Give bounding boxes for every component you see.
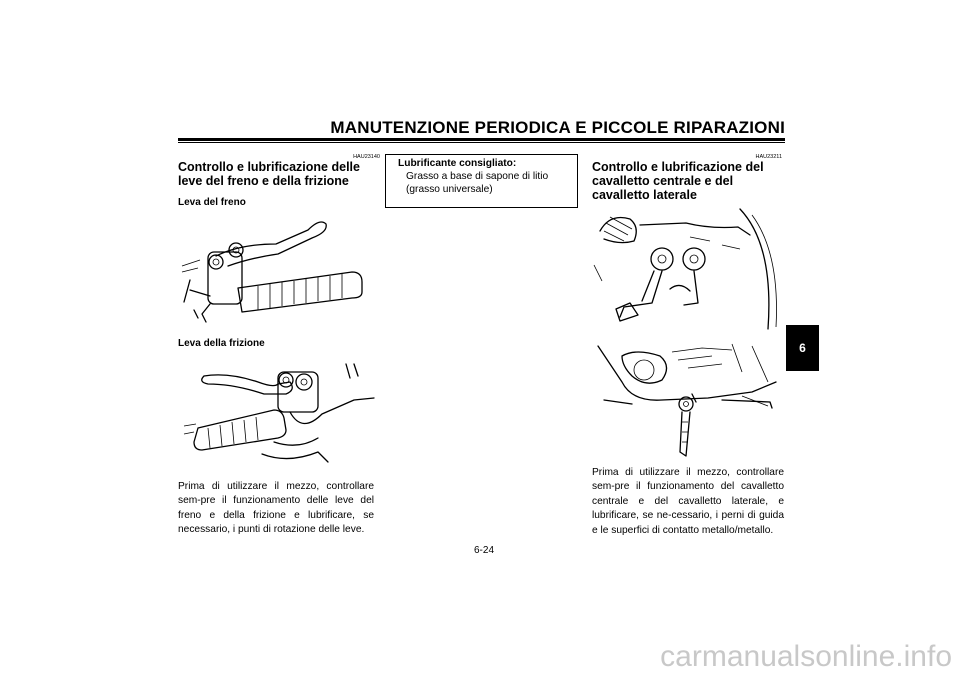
watermark: carmanualsonline.info	[660, 640, 952, 673]
note-line-1: Grasso a base di sapone di litio	[406, 171, 549, 182]
stand-instructions: Prima di utilizzare il mezzo, controllare sem-pre il funzionamento del cavalletto centrale e del cavalletto laterale, e lubrificare, se ne-cessario, i perni di guida e le superfici di contatto metallo/metallo.	[592, 467, 784, 536]
lubricant-note-box	[385, 154, 578, 208]
brake-clutch-instructions: Prima di utilizzare il mezzo, controllare sem-pre il funzionamento delle leve del freno e della frizione e lubrificare, se necessario, i punti di rotazione delle leve.	[178, 481, 374, 536]
section-code: HAU23140	[353, 154, 380, 160]
note-title: Lubrificante consigliato:	[398, 158, 517, 169]
section-title: Controllo e lubrificazione delle leve del freno e della frizione	[178, 160, 360, 188]
brake-lever-illustration	[180, 210, 380, 328]
header-rule	[178, 138, 785, 141]
section-title: Controllo e lubrificazione del cavalletto centrale e del cavalletto laterale	[592, 160, 764, 202]
note-line-2: (grasso universale)	[406, 184, 493, 195]
clutch-lever-label: Leva della frizione	[178, 338, 265, 349]
brake-lever-label: Leva del freno	[178, 197, 246, 208]
chapter-tab[interactable]: 6	[786, 325, 819, 371]
section-code: HAU23211	[755, 154, 782, 160]
clutch-lever-illustration	[178, 354, 378, 472]
page-header-title: MANUTENZIONE PERIODICA E PICCOLE RIPARAZIONI	[330, 118, 785, 137]
side-stand-illustration	[592, 342, 777, 460]
center-stand-illustration	[590, 205, 780, 330]
header-rule-thin	[178, 142, 785, 143]
page-number: 6-24	[473, 545, 494, 556]
